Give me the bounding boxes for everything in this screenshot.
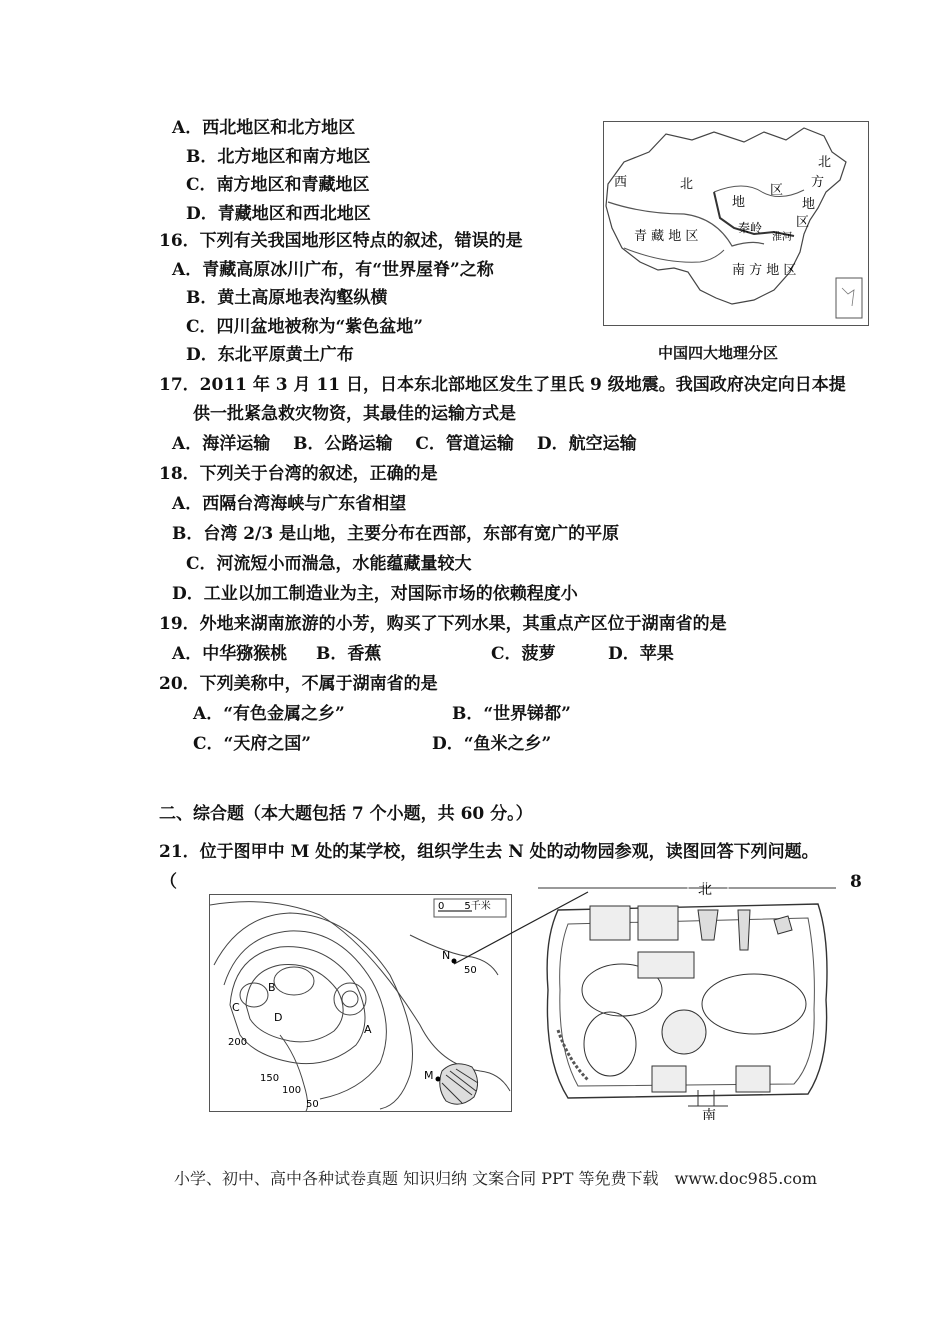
q19-option-a: A．中华猕猴桃	[172, 644, 288, 664]
zoo-south-label: 南	[702, 1108, 716, 1120]
q15-option-d: D．青藏地区和西北地区	[186, 204, 371, 224]
map1-label-qu2: 区	[796, 215, 810, 230]
q19-option-b: B．香蕉	[316, 644, 382, 664]
q16-option-b: B．黄土高原地表沟壑纵横	[186, 288, 388, 308]
q20-option-a: A．“有色金属之乡”	[193, 704, 345, 724]
zoo-north-label: 北	[698, 882, 712, 898]
q16-option-a: A．青藏高原冰川广布，有“世界屋脊”之称	[172, 260, 494, 280]
q21-points: 8	[850, 872, 862, 892]
china-regions-map	[603, 121, 869, 326]
q16-option-d: D．东北平原黄土广布	[186, 345, 354, 365]
map1-label-di: 地	[732, 195, 746, 210]
map2-contour-100: 100	[282, 1085, 302, 1096]
q19-option-d: D．苹果	[608, 644, 674, 664]
map1-label-di2: 地	[802, 197, 816, 212]
section2-heading: 二、综合题（本大题包括 7 个小题，共 60 分。）	[159, 804, 533, 824]
q15-option-a: A．西北地区和北方地区	[172, 118, 356, 138]
map2-label-b: B	[268, 981, 276, 994]
q20-stem: 20．下列美称中，不属于湖南省的是	[159, 674, 438, 694]
map2-scale: 0 5千米	[438, 901, 491, 912]
q17-options: A．海洋运输 B．公路运输 C．管道运输 D．航空运输	[172, 434, 637, 454]
map2-label-n: N	[442, 949, 451, 962]
china-map-graphic	[604, 122, 868, 325]
map1-label-qinling: 秦岭	[738, 221, 763, 235]
q21-stem: 21．位于图甲中 M 处的某学校，组织学生去 N 处的动物园参观，读图回答下列问题。	[159, 842, 819, 862]
map1-label-nanfang: 南 方 地 区	[732, 263, 797, 278]
map1-label-huaihe: 淮河	[772, 232, 792, 243]
map2-contour-200: 200	[228, 1037, 248, 1048]
zoo-map-graphic	[538, 880, 836, 1120]
map1-label-bei2: 北	[818, 155, 832, 170]
q18-stem: 18．下列关于台湾的叙述，正确的是	[159, 464, 438, 484]
map1-label-xi: 西	[614, 175, 628, 190]
map2-label-a: A	[364, 1023, 372, 1036]
map2-label-d: D	[274, 1011, 283, 1024]
map2-contour-150: 150	[260, 1073, 280, 1084]
q16-stem: 16．下列有关我国地形区特点的叙述，错误的是	[159, 231, 523, 251]
q15-option-c: C．南方地区和青藏地区	[186, 175, 370, 195]
q20-option-b: B．“世界锑都”	[452, 704, 571, 724]
map1-label-qingzang: 青 藏 地 区	[634, 229, 699, 244]
q20-option-d: D．“鱼米之乡”	[432, 734, 552, 754]
page-footer: 小学、初中、高中各种试卷真题 知识归纳 文案合同 PPT 等免费下载 www.doc985.com	[174, 1169, 818, 1188]
map2-label-c: C	[232, 1001, 240, 1014]
zoo-map	[538, 880, 836, 1120]
map1-caption: 中国四大地理分区	[658, 344, 779, 362]
map2-contour-50b: 50	[306, 1099, 319, 1110]
q17-stem-line1: 17．2011 年 3 月 11 日，日本东北部地区发生了里氏 9 级地震。我国政府决定向日本提	[159, 375, 846, 395]
map1-label-bei: 北	[680, 177, 694, 192]
q19-option-c: C．菠萝	[491, 644, 556, 664]
map2-label-m: M	[424, 1069, 434, 1082]
q20-option-c: C．“天府之国”	[193, 734, 312, 754]
q18-option-c: C．河流短小而湍急，水能蕴藏量较大	[186, 554, 472, 574]
q15-option-b: B．北方地区和南方地区	[186, 147, 371, 167]
q18-option-d: D．工业以加工制造业为主，对国际市场的依赖程度小	[172, 584, 578, 604]
q21-paren: （	[160, 872, 177, 892]
q17-stem-line2: 供一批紧急救灾物资，其最佳的运输方式是	[193, 404, 516, 424]
map1-label-fang: 方	[811, 175, 825, 190]
q18-option-b: B．台湾 2/3 是山地，主要分布在西部，东部有宽广的平原	[172, 524, 620, 544]
q18-option-a: A．西隔台湾海峡与广东省相望	[172, 494, 407, 514]
map2-contour-50a: 50	[464, 965, 477, 976]
q19-stem: 19．外地来湖南旅游的小芳，购买了下列水果，其重点产区位于湖南省的是	[159, 614, 727, 634]
q16-option-c: C．四川盆地被称为“紫色盆地”	[186, 317, 424, 337]
map1-label-qu: 区	[770, 183, 784, 198]
